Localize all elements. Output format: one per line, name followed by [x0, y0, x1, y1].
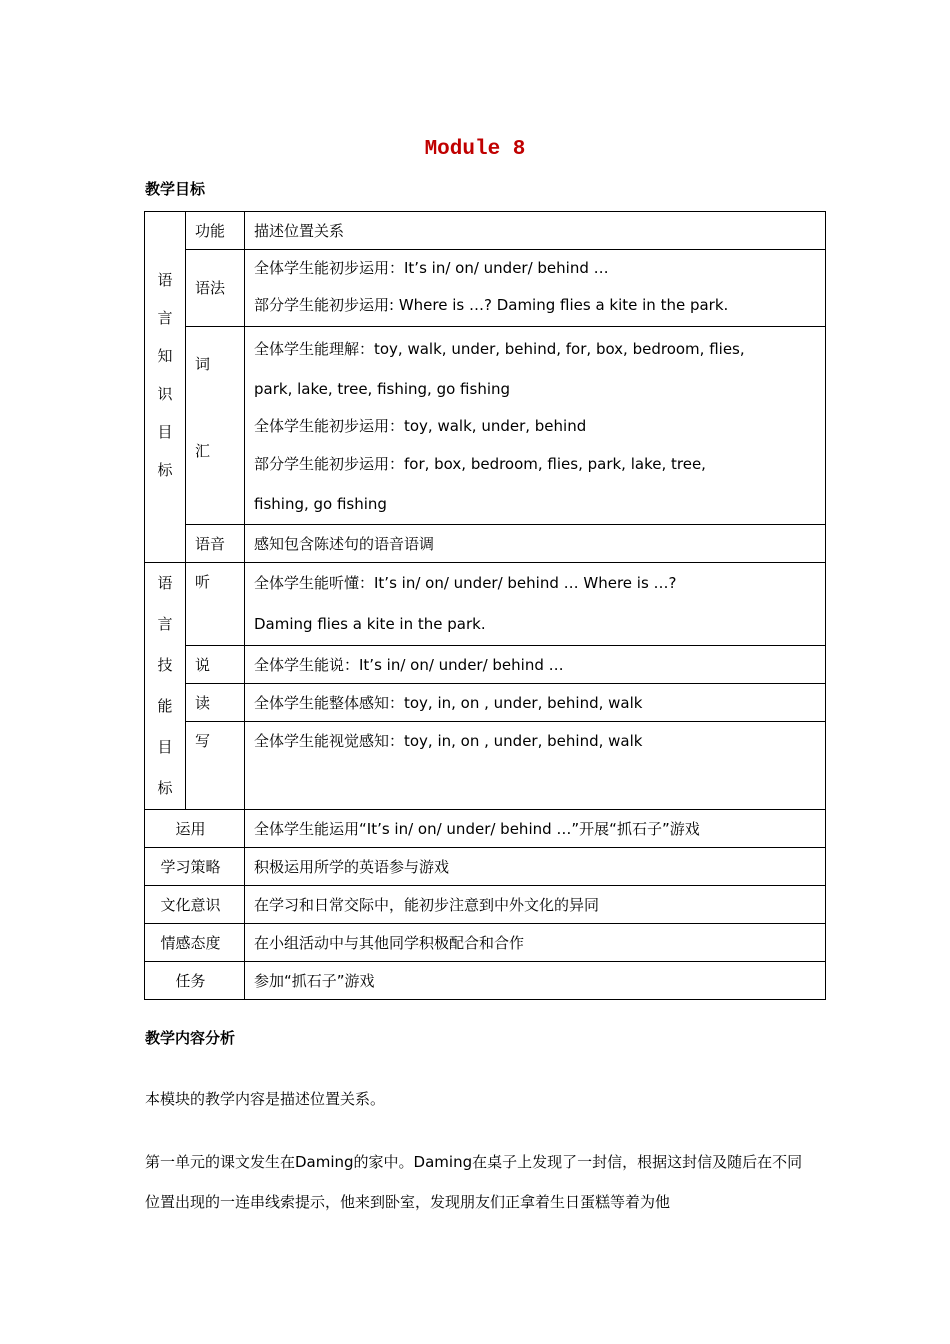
lang-skill-label: 语 言 技 能 目 标	[145, 563, 186, 810]
page-title: Module 8	[424, 138, 526, 161]
write-text: 全体学生能视觉感知：toy, in, on , under, behind, walk	[245, 722, 826, 810]
task-text: 参加“抓石子”游戏	[245, 962, 826, 1000]
function-label: 功能	[186, 212, 245, 250]
vocab-text: 全体学生能理解：toy, walk, under, behind, for, box, bedroom, flies, park, lake, tree, fishing, go fishing 全体学生能初步运用：toy, walk, under, behind 部分学生能初步运用：for, box, bedroom, flies, park, lake, tree, fishing, go fishing	[245, 327, 826, 525]
read-text: 全体学生能整体感知：toy, in, on , under, behind, walk	[245, 684, 826, 722]
function-text: 描述位置关系	[245, 212, 826, 250]
strategy-label: 学习策略	[145, 848, 245, 886]
speak-text: 全体学生能说：It’s in/ on/ under/ behind …	[245, 646, 826, 684]
phonetics-text: 感知包含陈述句的语音语调	[245, 525, 826, 563]
paragraph-2: 第一单元的课文发生在Daming的家中。Daming在桌子上发现了一封信，根据这封信及随后在不同位置出现的一连串线索提示，他来到卧室，发现朋友们正拿着生日蛋糕等着为他	[145, 1153, 803, 1211]
goals-table	[144, 211, 826, 1000]
grammar-label: 语法	[186, 250, 245, 327]
emotion-label: 情感态度	[145, 924, 245, 962]
strategy-text: 积极运用所学的英语参与游戏	[245, 848, 826, 886]
section-heading-goals: 教学目标	[145, 180, 206, 198]
phonetics-label: 语音	[186, 525, 245, 563]
culture-label: 文化意识	[145, 886, 245, 924]
vocab-label: 词 汇	[186, 327, 245, 525]
speak-label: 说	[186, 646, 245, 684]
apply-label: 运用	[145, 810, 245, 848]
apply-text: 全体学生能运用“It’s in/ on/ under/ behind …”开展“抓石子”游戏	[245, 810, 826, 848]
read-label: 读	[186, 684, 245, 722]
grammar-text: 全体学生能初步运用：It’s in/ on/ under/ behind … 部分学生能初步运用: Where is …? Daming flies a kite in the park.	[245, 250, 826, 327]
culture-text: 在学习和日常交际中，能初步注意到中外文化的异同	[245, 886, 826, 924]
lang-knowledge-label: 语 言 知 识 目 标	[145, 212, 186, 563]
emotion-text: 在小组活动中与其他同学积极配合和合作	[245, 924, 826, 962]
listen-text: 全体学生能听懂：It’s in/ on/ under/ behind … Where is …? Daming flies a kite in the park.	[245, 563, 826, 646]
paragraph-1: 本模块的教学内容是描述位置关系。	[145, 1090, 386, 1108]
listen-label: 听	[186, 563, 245, 646]
section-heading-analysis: 教学内容分析	[145, 1029, 236, 1047]
task-label: 任务	[145, 962, 245, 1000]
write-label: 写	[186, 722, 245, 810]
